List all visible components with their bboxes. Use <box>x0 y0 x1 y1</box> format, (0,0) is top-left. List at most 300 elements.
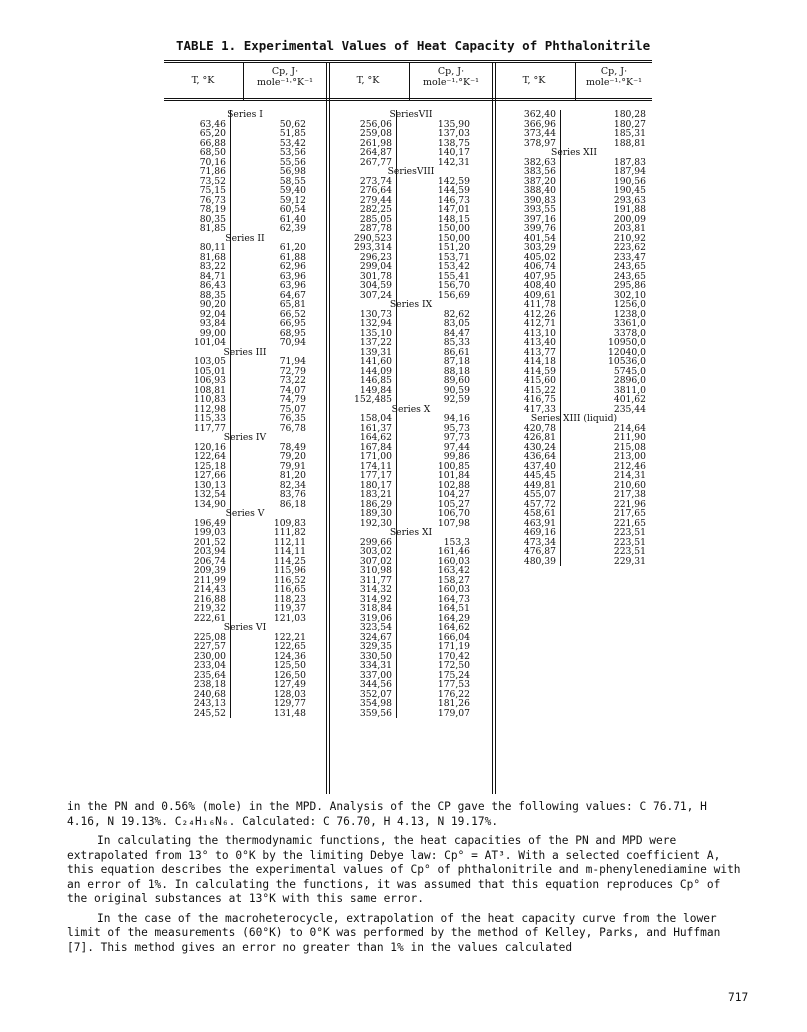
temperature-cell: 120,16 <box>193 441 226 453</box>
series-label: SeriesVIII <box>387 166 435 177</box>
temperature-cell: 66,88 <box>199 137 226 149</box>
temperature-cell: 139,31 <box>359 346 392 358</box>
heat-capacity-cell: 71,94 <box>279 356 306 367</box>
panel-divider <box>492 62 493 794</box>
heat-capacity-cell: 122,21 <box>273 631 306 643</box>
temperature-cell: 323,54 <box>359 622 392 633</box>
temperature-cell: 158,04 <box>359 413 392 424</box>
temperature-cell: 177,17 <box>359 470 392 481</box>
temperature-cell: 412,26 <box>523 308 556 320</box>
table-panel-3 <box>496 110 652 566</box>
heat-capacity-cell: 82,62 <box>443 308 470 320</box>
heat-capacity-cell: 97,73 <box>443 432 470 443</box>
heat-capacity-cell: 166,04 <box>437 631 470 643</box>
heat-capacity-cell: 122,65 <box>273 641 306 652</box>
series-label: Series VI <box>223 622 267 633</box>
temperature-cell: 413,77 <box>523 346 556 358</box>
heat-capacity-cell: 211,90 <box>613 432 646 443</box>
temperature-cell: 437,40 <box>523 460 556 472</box>
temperature-cell: 122,64 <box>193 451 226 462</box>
temperature-cell: 90,20 <box>199 299 226 310</box>
heat-capacity-cell: 138,75 <box>437 137 470 149</box>
temperature-cell: 108,81 <box>193 384 226 396</box>
temperature-cell: 230,00 <box>193 650 226 662</box>
heat-capacity-cell: 53,56 <box>279 147 306 158</box>
heat-capacity-cell: 83,76 <box>279 489 306 500</box>
heat-capacity-cell: 185,31 <box>613 128 646 139</box>
temperature-cell: 273,74 <box>359 175 392 187</box>
table-top-rule-2 <box>164 62 652 63</box>
heat-capacity-cell: 217,65 <box>613 508 646 519</box>
heat-capacity-cell: 293,63 <box>613 194 646 206</box>
heat-capacity-cell: 146,73 <box>437 194 470 206</box>
temperature-cell: 81,68 <box>199 251 226 263</box>
temperature-cell: 227,57 <box>193 641 226 652</box>
temperature-cell: 127,66 <box>193 470 226 481</box>
temperature-cell: 473,34 <box>523 536 556 548</box>
heat-capacity-cell: 177,53 <box>437 679 470 690</box>
heat-capacity-cell: 114,11 <box>273 546 306 557</box>
temperature-cell: 413,10 <box>523 327 556 339</box>
header-cp-1-line1: Cp, J· <box>271 66 299 77</box>
temperature-cell: 256,06 <box>359 118 392 130</box>
temperature-cell: 235,64 <box>193 669 226 681</box>
heat-capacity-cell: 10950,0 <box>608 337 646 348</box>
temperature-cell: 344,56 <box>359 679 392 690</box>
heat-capacity-cell: 76,78 <box>279 422 306 434</box>
heat-capacity-cell: 175,24 <box>437 669 470 681</box>
temperature-cell: 106,93 <box>193 375 226 386</box>
temperature-cell: 76,73 <box>199 194 226 206</box>
temperature-cell: 73,52 <box>199 175 226 187</box>
temperature-cell: 88,35 <box>199 289 226 301</box>
heat-capacity-cell: 58,55 <box>279 175 306 187</box>
series-label: Series XI <box>389 527 433 538</box>
heat-capacity-cell: 62,39 <box>279 223 306 234</box>
heat-capacity-cell: 180,27 <box>613 118 646 130</box>
heat-capacity-cell: 176,22 <box>437 688 470 700</box>
body-text <box>67 800 747 960</box>
heat-capacity-cell: 302,10 <box>613 289 646 301</box>
heat-capacity-cell: 171,19 <box>437 641 470 652</box>
temperature-cell: 276,64 <box>359 185 392 196</box>
heat-capacity-cell: 116,52 <box>273 574 306 586</box>
temperature-cell: 324,67 <box>359 631 392 643</box>
heat-capacity-cell: 118,23 <box>273 593 306 605</box>
heat-capacity-cell: 140,17 <box>437 147 470 158</box>
temperature-cell: 199,03 <box>193 527 226 538</box>
temperature-cell: 415,60 <box>523 375 556 386</box>
heat-capacity-cell: 125,50 <box>273 660 306 671</box>
heat-capacity-cell: 124,36 <box>273 650 306 662</box>
temperature-cell: 417,33 <box>523 403 556 415</box>
temperature-cell: 285,05 <box>359 213 392 225</box>
temperature-cell: 319,06 <box>359 612 392 624</box>
heat-capacity-cell: 221,96 <box>613 498 646 510</box>
temperature-cell: 420,78 <box>523 422 556 434</box>
series-label: Series XII <box>551 147 597 158</box>
temperature-cell: 382,63 <box>523 156 556 168</box>
heat-capacity-cell: 233,47 <box>613 251 646 263</box>
heat-capacity-cell: 121,03 <box>273 612 306 624</box>
heat-capacity-cell: 214,64 <box>613 422 646 434</box>
temperature-cell: 352,07 <box>359 688 392 700</box>
temperature-cell: 449,81 <box>523 479 556 491</box>
temperature-cell: 222,61 <box>193 612 226 624</box>
panel-divider <box>326 62 327 794</box>
temperature-cell: 93,84 <box>199 318 226 329</box>
heat-capacity-cell: 137,03 <box>437 128 470 139</box>
heat-capacity-cell: 65,81 <box>279 299 306 310</box>
heat-capacity-cell: 111,82 <box>273 527 306 538</box>
header-t-2: T, °K <box>356 75 380 86</box>
heat-capacity-cell: 160,03 <box>437 584 470 595</box>
heat-capacity-cell: 156,70 <box>437 280 470 291</box>
header-cp-3-line1: Cp, J· <box>600 66 628 77</box>
heat-capacity-cell: 60,54 <box>279 204 306 215</box>
page-number: 717 <box>728 991 749 1004</box>
heat-capacity-cell: 12040,0 <box>608 346 646 358</box>
temperature-cell: 383,56 <box>523 166 556 177</box>
temperature-cell: 192,30 <box>359 517 392 529</box>
heat-capacity-cell: 131,48 <box>273 707 306 719</box>
series-label: Series IX <box>389 299 433 310</box>
heat-capacity-cell: 5745,0 <box>613 365 646 377</box>
heat-capacity-cell: 90,59 <box>443 384 470 396</box>
temperature-cell: 125,18 <box>193 460 226 472</box>
temperature-cell: 314,32 <box>359 584 392 595</box>
heat-capacity-cell: 85,33 <box>443 337 470 348</box>
heat-capacity-cell: 59,40 <box>279 185 306 196</box>
heat-capacity-cell: 190,45 <box>613 185 646 196</box>
heat-capacity-cell: 119,37 <box>273 603 306 614</box>
table-header-rule-2 <box>164 100 652 101</box>
temperature-cell: 65,20 <box>199 128 226 139</box>
temperature-cell: 455,07 <box>523 489 556 500</box>
temperature-cell: 299,66 <box>359 536 392 548</box>
heat-capacity-cell: 107,98 <box>437 517 470 529</box>
table-header-rule <box>164 98 652 99</box>
heat-capacity-cell: 213,00 <box>613 451 646 462</box>
temperature-cell: 411,78 <box>523 299 556 310</box>
temperature-cell: 414,59 <box>523 365 556 377</box>
table-row <box>164 709 326 719</box>
heat-capacity-cell: 142,59 <box>437 175 470 187</box>
heat-capacity-cell: 164,51 <box>437 603 470 614</box>
heat-capacity-cell: 164,73 <box>437 593 470 605</box>
temperature-cell: 413,40 <box>523 337 556 348</box>
heat-capacity-cell: 1256,0 <box>613 299 646 310</box>
temperature-cell: 92,04 <box>199 308 226 320</box>
series-label: Series XIII (liquid) <box>530 413 618 424</box>
heat-capacity-cell: 148,15 <box>437 213 470 225</box>
temperature-cell: 135,10 <box>359 327 392 339</box>
temperature-cell: 359,56 <box>359 707 392 719</box>
temperature-cell: 311,77 <box>359 574 392 586</box>
heat-capacity-cell: 144,59 <box>437 185 470 196</box>
heat-capacity-cell: 164,62 <box>437 622 470 633</box>
heat-capacity-cell: 82,34 <box>279 479 306 491</box>
heat-capacity-cell: 215,08 <box>613 441 646 453</box>
temperature-cell: 259,08 <box>359 128 392 139</box>
heat-capacity-cell: 95,73 <box>443 422 470 434</box>
heat-capacity-cell: 172,50 <box>437 660 470 671</box>
heat-capacity-cell: 72,79 <box>279 365 306 377</box>
temperature-cell: 99,00 <box>199 327 226 339</box>
heat-capacity-cell: 99,86 <box>443 451 470 462</box>
temperature-cell: 112,98 <box>193 403 226 415</box>
temperature-cell: 80,35 <box>199 213 226 225</box>
heat-capacity-cell: 147,01 <box>437 204 470 215</box>
heat-capacity-cell: 160,03 <box>437 555 470 567</box>
temperature-cell: 225,08 <box>193 631 226 643</box>
heat-capacity-cell: 181,26 <box>437 698 470 709</box>
heat-capacity-cell: 295,86 <box>613 280 646 291</box>
temperature-cell: 63,46 <box>199 118 226 130</box>
header-t-1: T, °K <box>191 75 215 86</box>
temperature-cell: 303,02 <box>359 546 392 557</box>
temperature-cell: 83,22 <box>199 261 226 272</box>
series-label: Series III <box>223 346 267 358</box>
heat-capacity-cell: 229,31 <box>613 555 646 567</box>
temperature-cell: 296,23 <box>359 251 392 263</box>
heat-capacity-cell: 10536,0 <box>608 356 646 367</box>
temperature-cell: 110,83 <box>193 394 226 405</box>
heat-capacity-cell: 151,20 <box>437 242 470 253</box>
header-cp-1-line2: mole⁻¹·°K⁻¹ <box>257 77 313 88</box>
heat-capacity-cell: 191,88 <box>613 204 646 215</box>
temperature-cell: 457,72 <box>523 498 556 510</box>
heat-capacity-cell: 187,94 <box>613 166 646 177</box>
heat-capacity-cell: 221,65 <box>613 517 646 529</box>
header-cp-2-line1: Cp, J· <box>437 66 465 77</box>
temperature-cell: 401,54 <box>523 232 556 244</box>
series-label: Series II <box>225 232 265 244</box>
temperature-cell: 480,39 <box>523 555 556 567</box>
heat-capacity-cell: 66,52 <box>279 308 306 320</box>
column-divider <box>396 110 397 718</box>
table-top-rule <box>164 60 652 61</box>
header-t-3: T, °K <box>522 75 546 86</box>
header-cp-2 <box>410 66 492 88</box>
heat-capacity-cell: 79,91 <box>279 460 306 472</box>
temperature-cell: 412,71 <box>523 318 556 329</box>
heat-capacity-table <box>164 60 652 794</box>
heat-capacity-cell: 114,25 <box>273 555 306 567</box>
heat-capacity-cell: 243,65 <box>613 261 646 272</box>
heat-capacity-cell: 170,42 <box>437 650 470 662</box>
heat-capacity-cell: 63,96 <box>279 270 306 282</box>
heat-capacity-cell: 87,18 <box>443 356 470 367</box>
temperature-cell: 373,44 <box>523 128 556 139</box>
temperature-cell: 329,35 <box>359 641 392 652</box>
heat-capacity-cell: 150,00 <box>437 232 470 244</box>
heat-capacity-cell: 84,47 <box>443 327 470 339</box>
heat-capacity-cell: 142,31 <box>437 156 470 168</box>
temperature-cell: 81,85 <box>199 223 226 234</box>
table-row <box>330 709 492 719</box>
header-cp-1 <box>244 66 326 88</box>
heat-capacity-cell: 53,42 <box>279 137 306 149</box>
temperature-cell: 214,43 <box>193 584 226 595</box>
temperature-cell: 75,15 <box>199 185 226 196</box>
temperature-cell: 171,00 <box>359 451 392 462</box>
temperature-cell: 282,25 <box>359 204 392 215</box>
series-label: Series IV <box>223 432 267 443</box>
temperature-cell: 334,31 <box>359 660 392 671</box>
heat-capacity-cell: 50,62 <box>279 118 306 130</box>
heat-capacity-cell: 61,20 <box>279 242 306 253</box>
column-divider <box>230 110 231 718</box>
temperature-cell: 267,77 <box>359 156 392 168</box>
heat-capacity-cell: 61,88 <box>279 251 306 263</box>
heat-capacity-cell: 210,92 <box>613 232 646 244</box>
heat-capacity-cell: 203,81 <box>613 223 646 234</box>
heat-capacity-cell: 135,90 <box>437 118 470 130</box>
heat-capacity-cell: 115,96 <box>273 565 306 576</box>
temperature-cell: 183,21 <box>359 489 392 500</box>
heat-capacity-cell: 62,96 <box>279 261 306 272</box>
heat-capacity-cell: 153,3 <box>443 536 470 548</box>
heat-capacity-cell: 74,07 <box>279 384 306 396</box>
temperature-cell: 238,18 <box>193 679 226 690</box>
heat-capacity-cell: 59,12 <box>279 194 306 206</box>
heat-capacity-cell: 223,62 <box>613 242 646 253</box>
heat-capacity-cell: 55,56 <box>279 156 306 168</box>
heat-capacity-cell: 97,44 <box>443 441 470 453</box>
column-divider <box>560 110 561 566</box>
heat-capacity-cell: 155,41 <box>437 270 470 282</box>
temperature-cell: 103,05 <box>193 356 226 367</box>
temperature-cell: 388,40 <box>523 185 556 196</box>
temperature-cell: 261,98 <box>359 137 392 149</box>
heat-capacity-cell: 104,27 <box>437 489 470 500</box>
heat-capacity-cell: 86,18 <box>279 498 306 510</box>
heat-capacity-cell: 180,28 <box>613 109 646 120</box>
header-cp-2-line2: mole⁻¹·°K⁻¹ <box>423 77 479 88</box>
temperature-cell: 307,02 <box>359 555 392 567</box>
heat-capacity-cell: 76,35 <box>279 413 306 424</box>
temperature-cell: 310,98 <box>359 565 392 576</box>
series-label: Series V <box>225 508 265 519</box>
series-label: Series X <box>391 403 431 415</box>
heat-capacity-cell: 86,61 <box>443 346 470 358</box>
temperature-cell: 161,37 <box>359 422 392 434</box>
heat-capacity-cell: 3811,0 <box>613 384 646 396</box>
temperature-cell: 314,92 <box>359 593 392 605</box>
temperature-cell: 409,61 <box>523 289 556 301</box>
heat-capacity-cell: 223,51 <box>613 536 646 548</box>
temperature-cell: 458,61 <box>523 508 556 519</box>
heat-capacity-cell: 106,70 <box>437 508 470 519</box>
heat-capacity-cell: 74,79 <box>279 394 306 405</box>
temperature-cell: 243,13 <box>193 698 226 709</box>
temperature-cell: 206,74 <box>193 555 226 567</box>
heat-capacity-cell: 73,22 <box>279 375 306 386</box>
heat-capacity-cell: 190,56 <box>613 175 646 187</box>
temperature-cell: 70,16 <box>199 156 226 168</box>
heat-capacity-cell: 112,11 <box>273 536 306 548</box>
table-caption: TABLE 1. Experimental Values of Heat Capacity of Phthalonitrile <box>176 38 651 53</box>
temperature-cell: 407,95 <box>523 270 556 282</box>
temperature-cell: 378,97 <box>523 137 556 149</box>
heat-capacity-cell: 212,46 <box>613 460 646 472</box>
temperature-cell: 167,84 <box>359 441 392 453</box>
heat-capacity-cell: 70,94 <box>279 337 306 348</box>
temperature-cell: 174,11 <box>359 460 392 472</box>
temperature-cell: 337,00 <box>359 669 392 681</box>
temperature-cell: 387,20 <box>523 175 556 187</box>
paragraph-1: in the PN and 0.56% (mole) in the MPD. Analysis of the CP gave the following values: C 76.71, H 4.16, N 19.13%. C₂₄H₁₆N₆. Calculated: C 76.70, H 4.13, N 19.17%. <box>67 800 707 828</box>
temperature-cell: 463,91 <box>523 517 556 529</box>
temperature-cell: 141,60 <box>359 356 392 367</box>
temperature-cell: 318,84 <box>359 603 392 614</box>
heat-capacity-cell: 116,65 <box>273 584 306 595</box>
temperature-cell: 303,29 <box>523 242 556 253</box>
table-panel-1 <box>164 110 326 718</box>
temperature-cell: 436,64 <box>523 451 556 462</box>
temperature-cell: 469,16 <box>523 527 556 538</box>
heat-capacity-cell: 163,42 <box>437 565 470 576</box>
header-divider <box>243 62 244 100</box>
heat-capacity-cell: 88,18 <box>443 365 470 377</box>
heat-capacity-cell: 68,95 <box>279 327 306 339</box>
temperature-cell: 476,87 <box>523 546 556 557</box>
heat-capacity-cell: 158,27 <box>437 574 470 586</box>
temperature-cell: 164,62 <box>359 432 392 443</box>
table-row <box>496 557 652 567</box>
temperature-cell: 137,22 <box>359 337 392 348</box>
temperature-cell: 78,19 <box>199 204 226 215</box>
temperature-cell: 196,49 <box>193 517 226 529</box>
temperature-cell: 430,24 <box>523 441 556 453</box>
heat-capacity-cell: 187,83 <box>613 156 646 168</box>
heat-capacity-cell: 188,81 <box>613 137 646 149</box>
table-panel-2 <box>330 110 492 718</box>
temperature-cell: 426,81 <box>523 432 556 443</box>
temperature-cell: 287,78 <box>359 223 392 234</box>
paragraph-2: In calculating the thermodynamic functions, the heat capacities of the PN and MPD were extrapolated from 13° to 0°K by the limiting Debye law: Cp° = AT³. With a selected coefficient A, this equation describes the experimental values of Cp° of phthalonitrile and m-phenylenediamine with an error of 1%. In calculating the functions, it was assumed that this equation reproduces Cp° of the original substances at 13°K with this same error. <box>67 834 741 905</box>
heat-capacity-cell: 1238,0 <box>613 308 646 320</box>
heat-capacity-cell: 83,05 <box>443 318 470 329</box>
temperature-cell: 245,52 <box>193 707 226 719</box>
header-divider <box>409 62 410 100</box>
temperature-cell: 393,55 <box>523 204 556 215</box>
temperature-cell: 134,90 <box>193 498 226 510</box>
temperature-cell: 399,76 <box>523 223 556 234</box>
temperature-cell: 330,50 <box>359 650 392 662</box>
temperature-cell: 189,30 <box>359 508 392 519</box>
temperature-cell: 84,71 <box>199 270 226 282</box>
temperature-cell: 290,523 <box>354 232 392 244</box>
temperature-cell: 209,39 <box>193 565 226 576</box>
heat-capacity-cell: 156,69 <box>437 289 470 301</box>
heat-capacity-cell: 64,67 <box>279 289 306 301</box>
heat-capacity-cell: 200,09 <box>613 213 646 225</box>
temperature-cell: 233,04 <box>193 660 226 671</box>
temperature-cell: 201,52 <box>193 536 226 548</box>
series-label: SeriesVII <box>389 109 433 120</box>
heat-capacity-cell: 81,20 <box>279 470 306 481</box>
heat-capacity-cell: 61,40 <box>279 213 306 225</box>
temperature-cell: 362,40 <box>523 109 556 120</box>
temperature-cell: 117,77 <box>193 422 226 434</box>
temperature-cell: 414,18 <box>523 356 556 367</box>
heat-capacity-cell: 78,49 <box>279 441 306 453</box>
heat-capacity-cell: 63,96 <box>279 280 306 291</box>
temperature-cell: 397,16 <box>523 213 556 225</box>
temperature-cell: 307,24 <box>359 289 392 301</box>
